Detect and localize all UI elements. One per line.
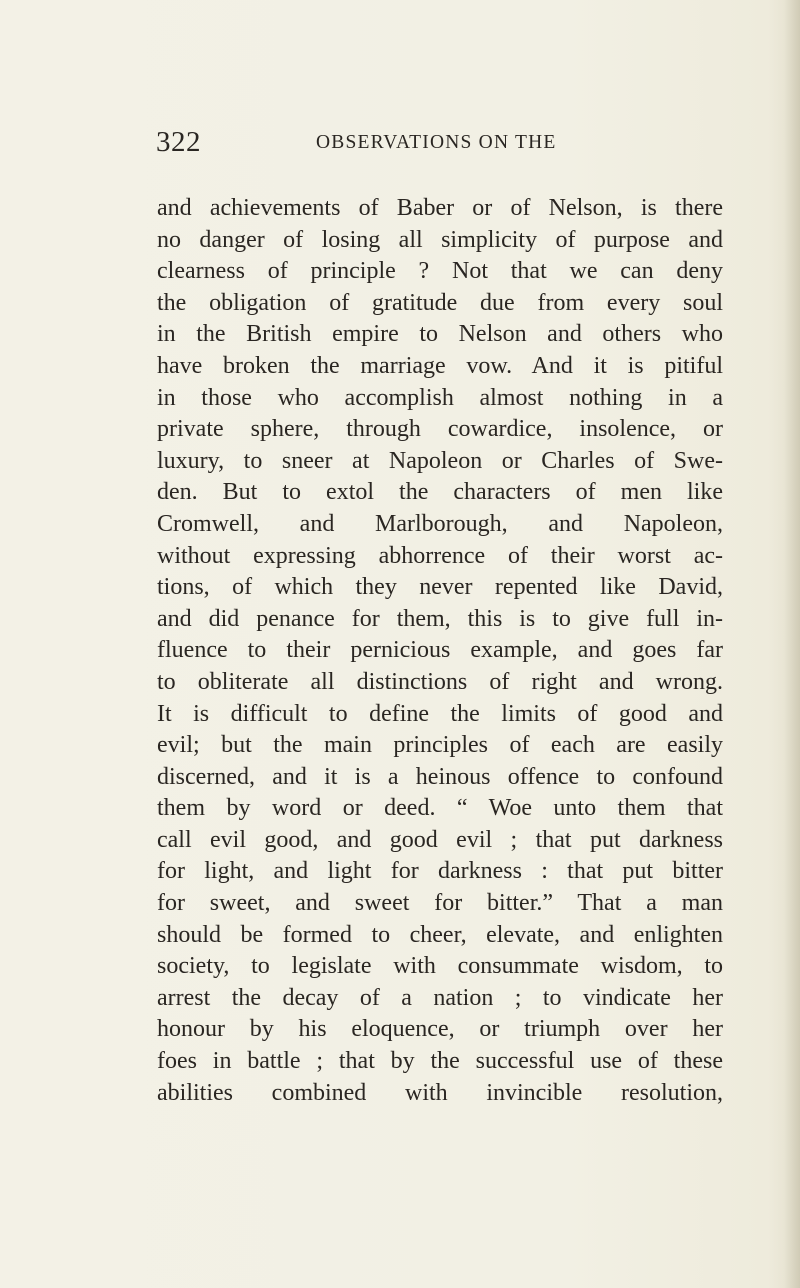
text-line: evil; but the main principles of each are easily <box>157 732 723 759</box>
text-line: It is difficult to define the limits of good and <box>157 700 723 727</box>
text-line: abilities combined with invincible resolution, <box>157 1079 723 1106</box>
text-line: den. But to extol the characters of men like <box>157 479 723 506</box>
text-line: tions, of which they never repented like David, <box>157 574 723 601</box>
text-line: should be formed to cheer, elevate, and enlighten <box>157 921 723 948</box>
text-line: clearness of principle ? Not that we can deny <box>157 258 723 285</box>
text-line: them by word or deed. “ Woe unto them that <box>157 795 723 822</box>
text-line: have broken the marriage vow. And it is pitiful <box>157 352 723 379</box>
text-line: arrest the decay of a nation ; to vindicate her <box>157 984 723 1011</box>
page-number: 322 <box>156 126 201 158</box>
text-line: in the British empire to Nelson and others who <box>157 321 723 348</box>
text-line: call evil good, and good evil ; that put darkness <box>157 826 723 853</box>
text-line: without expressing abhorrence of their worst ac- <box>157 542 723 569</box>
text-line: foes in battle ; that by the successful use of these <box>157 1048 723 1075</box>
text-line: no danger of losing all simplicity of purpose and <box>157 226 723 253</box>
text-line: luxury, to sneer at Napoleon or Charles of Swe- <box>157 447 723 474</box>
text-line: private sphere, through cowardice, insolence, or <box>157 416 723 443</box>
text-line: and achievements of Baber or of Nelson, is there <box>157 195 723 221</box>
text-line: and did penance for them, this is to give full in- <box>157 605 723 632</box>
text-line: honour by his eloquence, or triumph over her <box>157 1016 723 1043</box>
running-head: OBSERVATIONS ON THE <box>316 132 557 153</box>
body-text <box>157 193 723 1109</box>
text-line: to obliterate all distinctions of right and wrong. <box>157 668 723 695</box>
text-line: discerned, and it is a heinous offence to confound <box>157 763 723 790</box>
text-line: Cromwell, and Marlborough, and Napoleon, <box>157 510 723 537</box>
text-line: for sweet, and sweet for bitter.” That a man <box>157 890 723 917</box>
text-line: society, to legislate with consummate wisdom, to <box>157 953 723 980</box>
page-header <box>156 126 726 162</box>
page-edge-shadow <box>784 0 800 1288</box>
text-line: fluence to their pernicious example, and goes far <box>157 637 723 664</box>
text-line: for light, and light for darkness : that put bitter <box>157 858 723 885</box>
text-line: the obligation of gratitude due from every soul <box>157 289 723 316</box>
text-line: in those who accomplish almost nothing in a <box>157 384 723 411</box>
